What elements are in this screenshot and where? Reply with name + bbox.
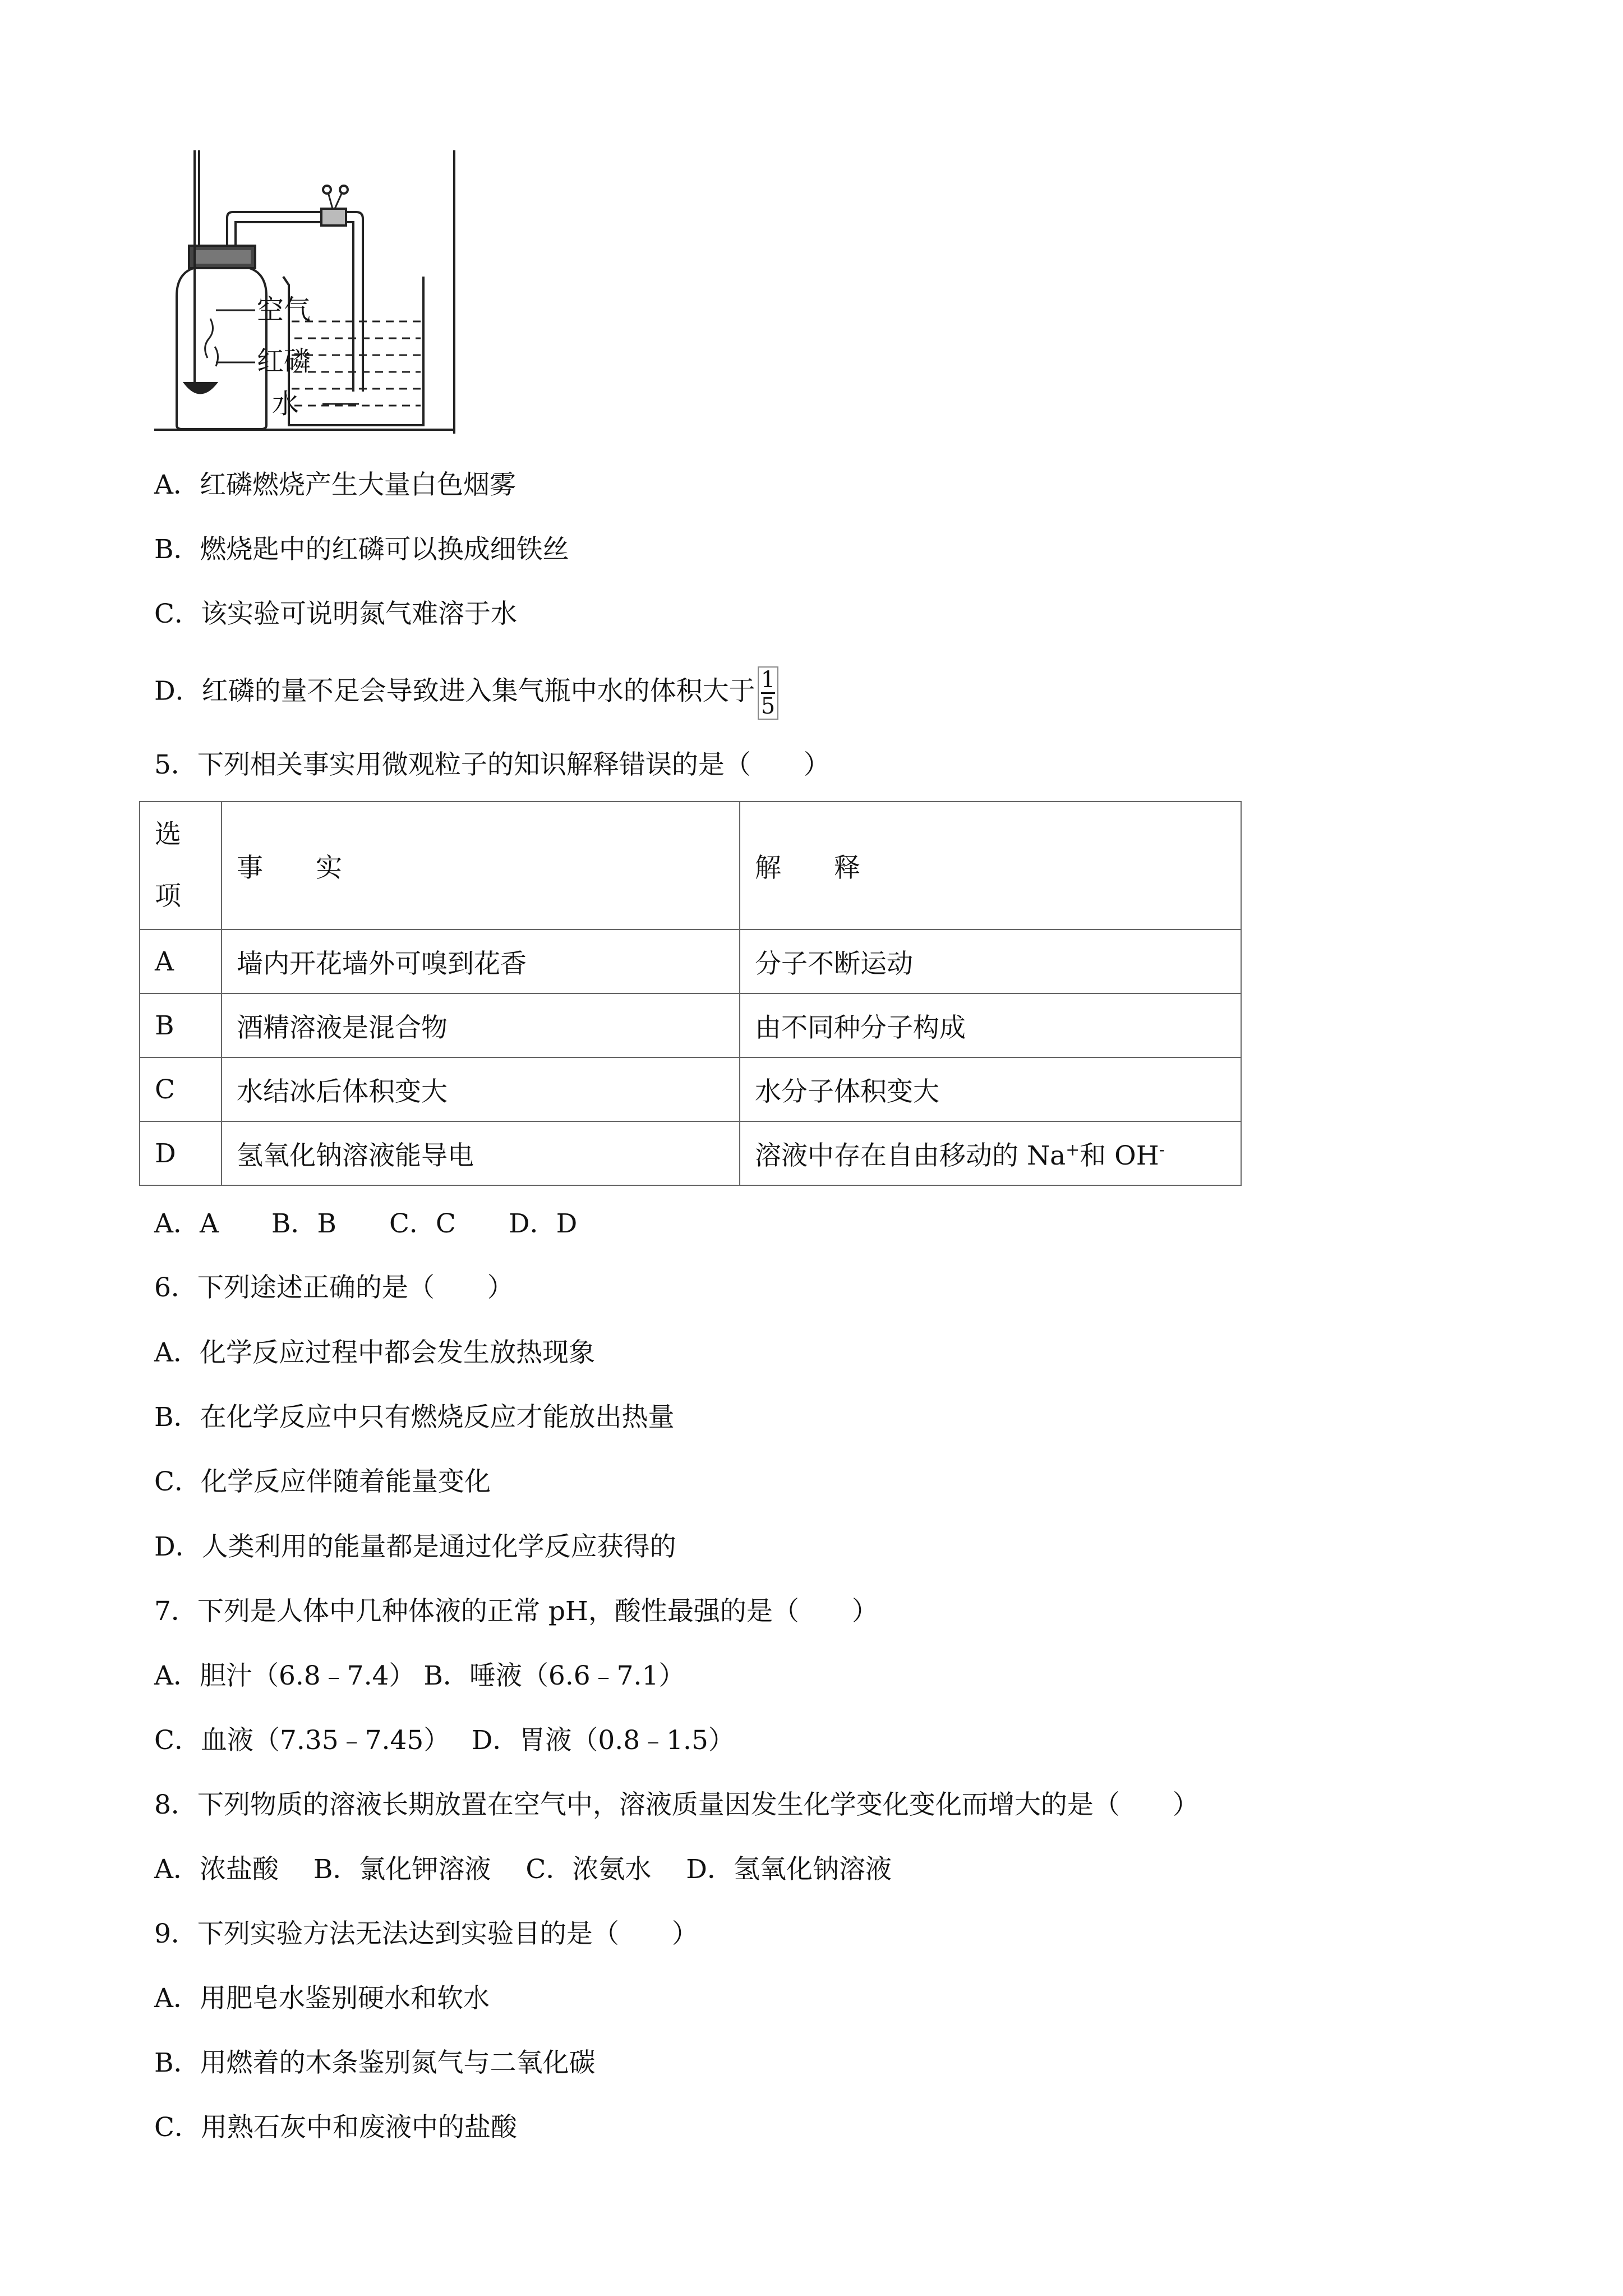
row-option: A <box>140 930 222 993</box>
q6-option-d: D．人类利用的能量都是通过化学反应获得的 <box>154 1531 676 1562</box>
q6-option-a: A．化学反应过程中都会发生放热现象 <box>154 1337 595 1368</box>
row-explanation: 分子不断运动 <box>740 930 1241 993</box>
row-explanation <box>740 1121 1241 1185</box>
row-explanation: 水分子体积变大 <box>740 1057 1241 1121</box>
fraction-denominator: 5 <box>760 693 776 719</box>
table-row <box>140 930 1241 993</box>
q6-option-b: B．在化学反应中只有燃烧反应才能放出热量 <box>154 1402 675 1433</box>
q9-option-b: B．用燃着的木条鉴别氮气与二氧化碳 <box>154 2047 596 2078</box>
q4-option-c: C．该实验可说明氮气难溶于水 <box>154 599 517 629</box>
row-option: C <box>140 1057 222 1121</box>
row-fact: 酒精溶液是混合物 <box>222 993 740 1057</box>
q9-option-a: A．用肥皂水鉴别硬水和软水 <box>154 1983 490 2014</box>
q7-line2: C．血液（7.35﹣7.45） D．胃液（0.8﹣1.5） <box>154 1725 735 1756</box>
row-fact: 氢氧化钠溶液能导电 <box>222 1121 740 1185</box>
label-phosphorus: 红磷 <box>257 346 311 377</box>
row-option: B <box>140 993 222 1057</box>
label-water: 水 <box>272 388 299 420</box>
q5-answers: A．A B．B C．C D．D <box>154 1208 578 1239</box>
row-option: D <box>140 1121 222 1185</box>
table-row <box>140 1057 1241 1121</box>
header-explanation: 解 释 <box>740 802 1241 930</box>
table-row <box>140 1121 1241 1185</box>
explanation-mid: 和 OH <box>1080 1140 1159 1171</box>
q4-option-d-text: D．红磷的量不足会导致进入集气瓶中水的体积大于 <box>154 675 755 707</box>
table-row <box>140 993 1241 1057</box>
q9-stem: 9．下列实验方法无法达到实验目的是（ ） <box>154 1918 698 1949</box>
phosphorus-combustion-apparatus <box>154 150 457 436</box>
row-explanation: 由不同种分子构成 <box>740 993 1241 1057</box>
q9-option-c: C．用熟石灰中和废液中的盐酸 <box>154 2112 517 2143</box>
sup-minus: - <box>1159 1139 1165 1159</box>
fraction-numerator: 1 <box>760 667 776 693</box>
row-fact: 水结冰后体积变大 <box>222 1057 740 1121</box>
q7-stem: 7．下列是人体中几种体液的正常 pH，酸性最强的是（ ） <box>154 1596 878 1627</box>
q5-table <box>139 801 1242 1186</box>
q4-option-a: A．红磷燃烧产生大量白色烟雾 <box>154 470 516 500</box>
row-fact: 墙内开花墙外可嗅到花香 <box>222 930 740 993</box>
header-fact: 事 实 <box>222 802 740 930</box>
explanation-pre: 溶液中存在自由移动的 Na <box>755 1140 1066 1171</box>
q6-option-c: C．化学反应伴随着能量变化 <box>154 1466 491 1497</box>
header-option <box>140 802 222 930</box>
q4-option-d <box>154 666 778 720</box>
q8-stem: 8．下列物质的溶液长期放置在空气中，溶液质量因发生化学变化变化而增大的是（ ） <box>154 1789 1199 1820</box>
fraction-one-fifth <box>758 666 778 720</box>
table-header-row <box>140 802 1241 930</box>
q8-options: A．浓盐酸 B．氯化钾溶液 C．浓氨水 D．氢氧化钠溶液 <box>154 1854 892 1885</box>
header-option-line2: 项 <box>155 881 181 912</box>
q6-stem: 6．下列途述正确的是（ ） <box>154 1272 514 1303</box>
label-air: 空气 <box>257 294 311 325</box>
sup-plus: + <box>1066 1139 1080 1159</box>
q4-option-b: B．燃烧匙中的红磷可以换成细铁丝 <box>154 534 569 565</box>
header-option-line1: 选 <box>155 819 181 850</box>
q5-stem: 5．下列相关事实用微观粒子的知识解释错误的是（ ） <box>154 749 830 780</box>
q7-line1: A．胆汁（6.8﹣7.4） B．唾液（6.6﹣7.1） <box>154 1660 685 1691</box>
